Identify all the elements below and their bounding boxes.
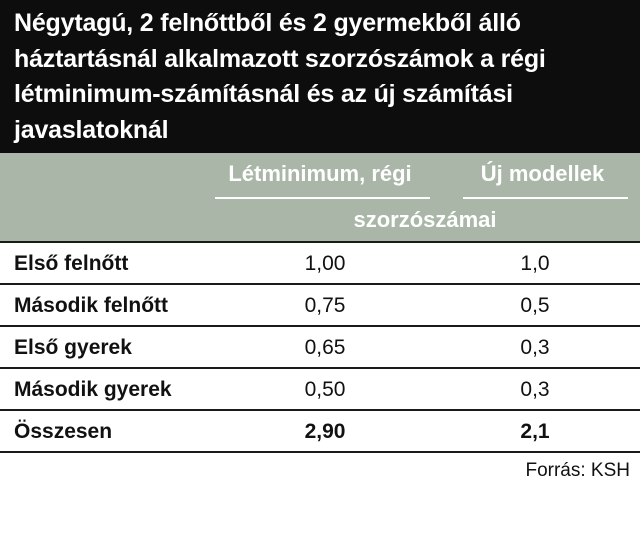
column-header-uj: Új modellek <box>480 161 605 186</box>
table-title: Négytagú, 2 felnőttből és 2 gyermekből álló háztartásnál alkalmazott szorzószámok a régi létminimum-számításnál és az új számítási javaslatoknál <box>14 9 546 144</box>
row-label: Első felnőtt <box>14 252 129 275</box>
table-row <box>0 243 640 285</box>
value-regi: 0,50 <box>304 378 346 401</box>
table-row <box>0 285 640 327</box>
value-uj: 0,3 <box>520 336 550 359</box>
value-regi: 0,75 <box>304 294 346 317</box>
value-regi: 0,65 <box>304 336 346 359</box>
table-row-total <box>0 411 640 453</box>
table-row <box>0 327 640 369</box>
header-rule-regi <box>215 197 430 199</box>
value-regi: 1,00 <box>304 252 346 275</box>
title-bar <box>0 0 640 153</box>
value-uj: 2,1 <box>520 420 550 443</box>
value-regi: 2,90 <box>304 420 346 443</box>
header-rule-uj <box>463 197 628 199</box>
value-uj: 1,0 <box>520 252 550 275</box>
column-subheader: szorzószámai <box>353 207 497 232</box>
row-label: Összesen <box>14 420 113 443</box>
value-uj: 0,5 <box>520 294 550 317</box>
value-uj: 0,3 <box>520 378 550 401</box>
table-row <box>0 369 640 411</box>
row-label: Második felnőtt <box>14 294 169 317</box>
column-header-regi: Létminimum, régi <box>228 161 412 186</box>
source-note: Forrás: KSH <box>525 460 630 481</box>
row-label: Első gyerek <box>14 336 132 359</box>
row-label: Második gyerek <box>14 378 172 401</box>
